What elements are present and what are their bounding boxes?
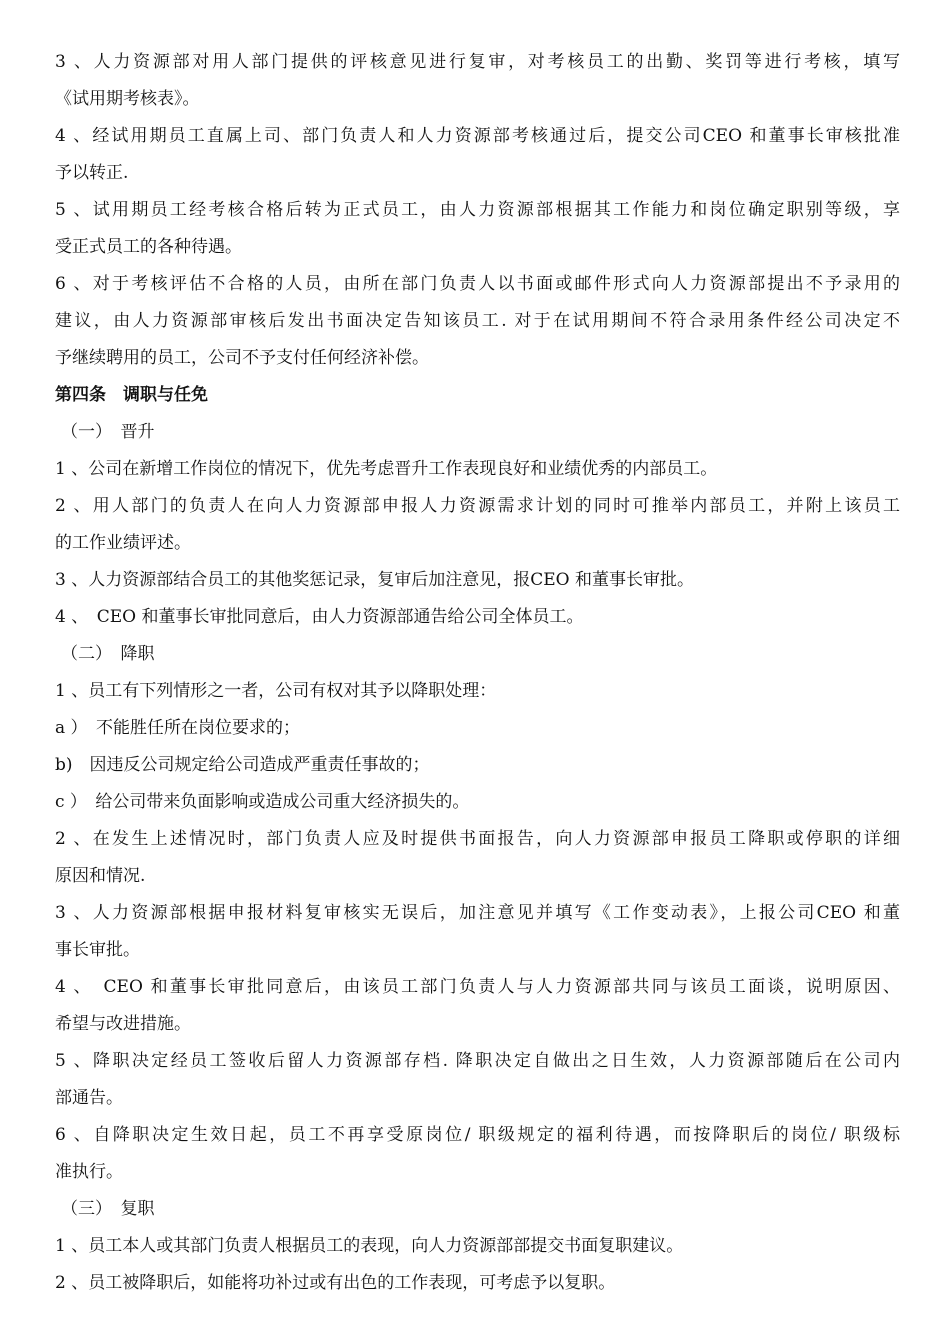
text-line: 3 、人力资源部结合员工的其他奖惩记录，复审后加注意见，报CEO 和董事长审批。 <box>55 570 694 590</box>
text-line: 6 、自降职决定生效日起，员工不再享受原岗位/ 职级规定的福利待遇，而按降职后的岗位/ 职级标 <box>55 1125 900 1145</box>
text-line: 1 、公司在新增工作岗位的情况下，优先考虑晋升工作表现良好和业绩优秀的内部员工。 <box>55 459 718 479</box>
text-line: 准执行。 <box>55 1162 123 1182</box>
text-line: 原因和情况. <box>55 866 146 886</box>
text-line: 1 、员工有下列情形之一者，公司有权对其予以降职处理： <box>55 681 497 701</box>
text-line: 希望与改进措施。 <box>55 1014 191 1034</box>
text-line: 5 、降职决定经员工签收后留人力资源部存档. 降职决定自做出之日生效，人力资源部随后在公司内 <box>55 1051 900 1071</box>
section-heading: 第四条 调职与任免 <box>55 385 208 405</box>
text-line: 予继续聘用的员工，公司不予支付任何经济补偿。 <box>55 348 429 368</box>
text-line: 部通告。 <box>55 1088 123 1108</box>
text-line: b) 因违反公司规定给公司造成严重责任事故的； <box>55 755 430 775</box>
text-line: 的工作业绩评述。 <box>55 533 191 553</box>
text-line: 4 、经试用期员工直属上司、部门负责人和人力资源部考核通过后，提交公司CEO 和董事长审核批准 <box>55 126 900 146</box>
text-line: 1 、员工本人或其部门负责人根据员工的表现，向人力资源部部提交书面复职建议。 <box>55 1236 684 1256</box>
text-line: 建议，由人力资源部审核后发出书面决定告知该员工. 对于在试用期间不符合录用条件经公司决定不 <box>55 311 900 331</box>
text-line: 予以转正. <box>55 163 129 183</box>
text-line: 4 、 CEO 和董事长审批同意后，由该员工部门负责人与人力资源部共同与该员工面谈，说明原因、 <box>55 977 900 997</box>
text-line: 事长审批。 <box>55 940 140 960</box>
text-line: 6 、对于考核评估不合格的人员，由所在部门负责人以书面或邮件形式向人力资源部提出不予录用的 <box>55 274 900 294</box>
text-line: 4 、 CEO 和董事长审批同意后，由人力资源部通告给公司全体员工。 <box>55 607 584 627</box>
text-line: 3 、人力资源部对用人部门提供的评核意见进行复审，对考核员工的出勤、奖罚等进行考核，填写 <box>55 52 900 72</box>
text-line: 受正式员工的各种待遇。 <box>55 237 242 257</box>
text-line: 5 、试用期员工经考核合格后转为正式员工，由人力资源部根据其工作能力和岗位确定职别等级，享 <box>55 200 900 220</box>
text-line: 2 、用人部门的负责人在向人力资源部申报人力资源需求计划的同时可推举内部员工，并附上该员工 <box>55 496 900 516</box>
text-line: 《试用期考核表》。 <box>55 89 200 109</box>
text-line: 3 、人力资源部根据申报材料复审核实无误后，加注意见并填写《工作变动表》，上报公司CEO 和董 <box>55 903 900 923</box>
text-line: 2 、员工被降职后，如能将功补过或有出色的工作表现，可考虑予以复职。 <box>55 1273 616 1293</box>
document-page <box>55 44 900 1302</box>
subsection-heading: （二） 降职 <box>61 644 155 664</box>
subsection-heading: （三） 复职 <box>61 1199 155 1219</box>
text-line: 2 、在发生上述情况时，部门负责人应及时提供书面报告，向人力资源部申报员工降职或停职的详细 <box>55 829 900 849</box>
subsection-heading: （一） 晋升 <box>61 422 155 442</box>
text-line: a ） 不能胜任所在岗位要求的； <box>55 718 301 738</box>
text-line: c ） 给公司带来负面影响或造成公司重大经济损失的。 <box>55 792 470 812</box>
